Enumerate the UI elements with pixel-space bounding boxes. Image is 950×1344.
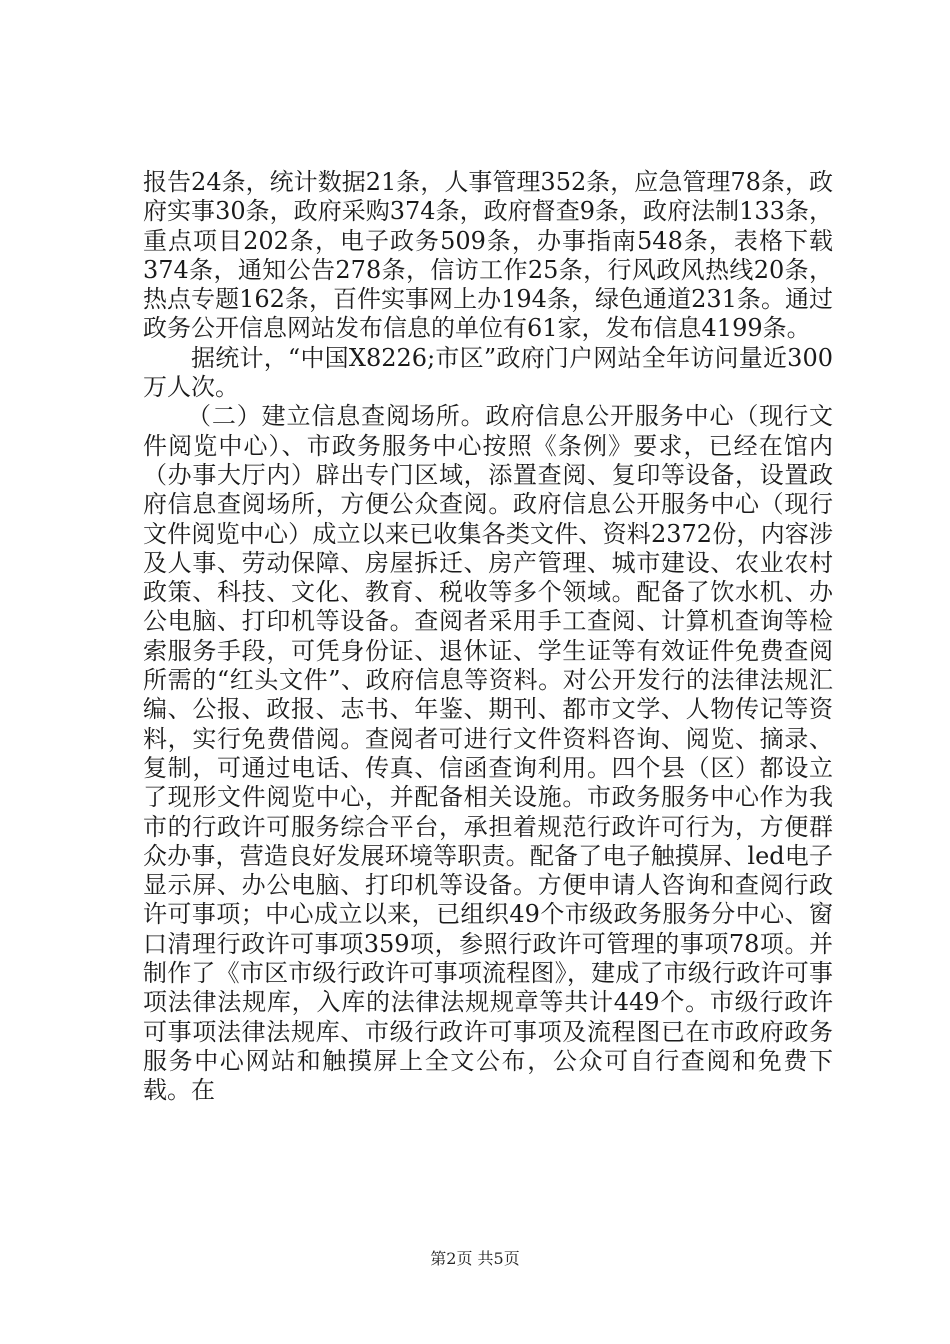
page-footer: 第2页 共5页 — [430, 1249, 520, 1268]
paragraph-visits: 据统计，“中国X8226;市区”政府门户网站全年访问量近300万人次。 — [143, 343, 833, 402]
paragraph-statistics: 报告24条，统计数据21条，人事管理352条，应急管理78条，政府实事30条，政府采购374条，政府督查9条，政府法制133条，重点项目202条，电子政务509条，办事指南548条，表格下载374条，通知公告278条，信访工作25条，行风政风热线20条，热点专题162条，百件实事网上办194条，绿色通道231条。通过政务公开信息网站发布信息的单位有61家，发布信息4199条。 — [143, 168, 833, 343]
document-body — [143, 168, 833, 1106]
paragraph-reading-venues: （二）建立信息查阅场所。政府信息公开服务中心（现行文件阅览中心）、市政务服务中心按照《条例》要求，已经在馆内（办事大厅内）辟出专门区域，添置查阅、复印等设备，设置政府信息查阅场所，方便公众查阅。政府信息公开服务中心（现行文件阅览中心）成立以来已收集各类文件、资料2372份，内容涉及人事、劳动保障、房屋拆迁、房产管理、城市建设、农业农村政策、科技、文化、教育、税收等多个领域。配备了饮水机、办公电脑、打印机等设备。查阅者采用手工查阅、计算机查询等检索服务手段，可凭身份证、退休证、学生证等有效证件免费查阅所需的“红头文件”、政府信息等资料。对公开发行的法律法规汇编、公报、政报、志书、年鉴、期刊、都市文学、人物传记等资料，实行免费借阅。查阅者可进行文件资料咨询、阅览、摘录、复制，可通过电话、传真、信函查询利用。四个县（区）都设立了现形文件阅览中心，并配备相关设施。市政务服务中心作为我市的行政许可服务综合平台，承担着规范行政许可行为，方便群众办事，营造良好发展环境等职责。配备了电子触摸屏、led电子显示屏、办公电脑、打印机等设备。方便申请人咨询和查阅行政许可事项；中心成立以来，已组织49个市级政务服务分中心、窗口清理行政许可事项359项，参照行政许可管理的事项78项。并制作了《市区市级行政许可事项流程图》，建成了市级行政许可事项法律法规库，入库的法律法规规章等共计449个。市级行政许可事项法律法规库、市级行政许可事项及流程图已在市政府政务服务中心网站和触摸屏上全文公布，公众可自行查阅和免费下载。在 — [143, 402, 833, 1105]
